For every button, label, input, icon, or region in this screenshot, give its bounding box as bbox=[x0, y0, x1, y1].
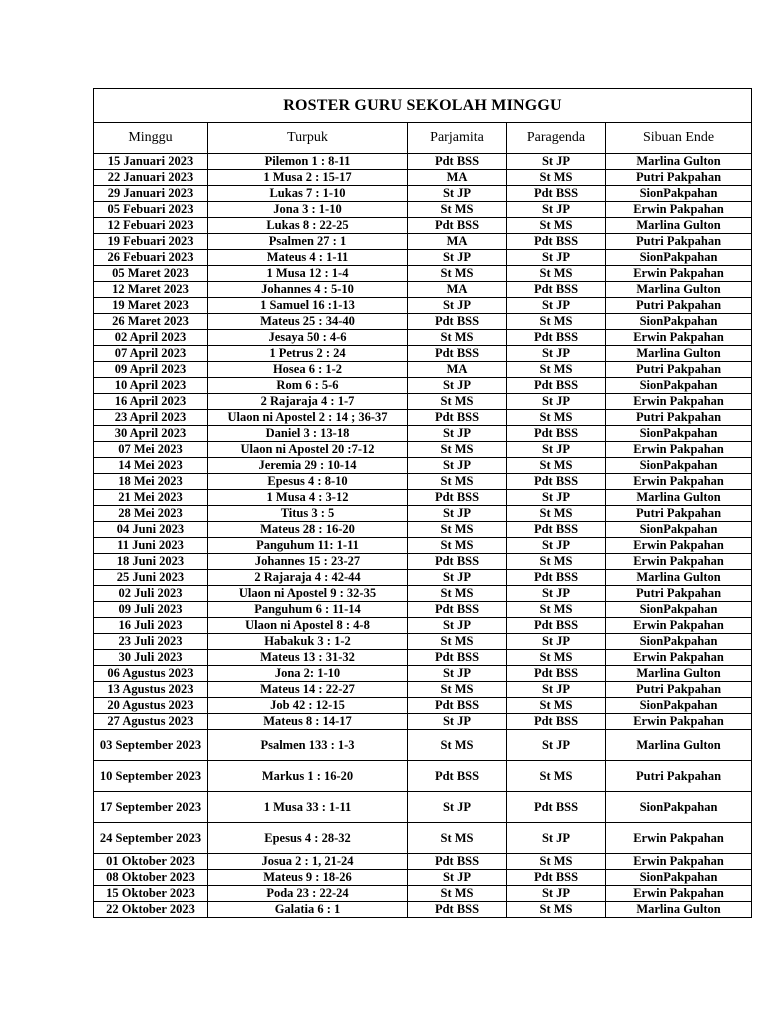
parjamita-cell: Pdt BSS bbox=[408, 314, 507, 330]
parjamita-cell: Pdt BSS bbox=[408, 490, 507, 506]
sibuan-ende-cell: SionPakpahan bbox=[606, 522, 752, 538]
date-cell: 06 Agustus 2023 bbox=[94, 666, 208, 682]
column-header-paragenda: Paragenda bbox=[507, 123, 606, 154]
paragenda-cell: St JP bbox=[507, 634, 606, 650]
date-cell: 10 April 2023 bbox=[94, 378, 208, 394]
parjamita-cell: St MS bbox=[408, 330, 507, 346]
date-cell: 07 Mei 2023 bbox=[94, 442, 208, 458]
sibuan-ende-cell: Erwin Pakpahan bbox=[606, 650, 752, 666]
sibuan-ende-cell: Putri Pakpahan bbox=[606, 362, 752, 378]
parjamita-cell: St MS bbox=[408, 442, 507, 458]
parjamita-cell: St MS bbox=[408, 823, 507, 854]
paragenda-cell: St MS bbox=[507, 554, 606, 570]
table-row bbox=[94, 650, 752, 666]
table-row bbox=[94, 586, 752, 602]
sibuan-ende-cell: Putri Pakpahan bbox=[606, 298, 752, 314]
sibuan-ende-cell: Putri Pakpahan bbox=[606, 170, 752, 186]
parjamita-cell: St JP bbox=[408, 792, 507, 823]
table-row bbox=[94, 823, 752, 854]
sibuan-ende-cell: Erwin Pakpahan bbox=[606, 618, 752, 634]
turpuk-cell: Panguhum 11: 1-11 bbox=[208, 538, 408, 554]
date-cell: 23 April 2023 bbox=[94, 410, 208, 426]
sibuan-ende-cell: Erwin Pakpahan bbox=[606, 266, 752, 282]
turpuk-cell: Ulaon ni Apostel 9 : 32-35 bbox=[208, 586, 408, 602]
paragenda-cell: Pdt BSS bbox=[507, 186, 606, 202]
table-row bbox=[94, 792, 752, 823]
date-cell: 22 Januari 2023 bbox=[94, 170, 208, 186]
turpuk-cell: Mateus 14 : 22-27 bbox=[208, 682, 408, 698]
parjamita-cell: St JP bbox=[408, 714, 507, 730]
parjamita-cell: Pdt BSS bbox=[408, 154, 507, 170]
sibuan-ende-cell: Putri Pakpahan bbox=[606, 234, 752, 250]
turpuk-cell: Habakuk 3 : 1-2 bbox=[208, 634, 408, 650]
table-row bbox=[94, 474, 752, 490]
table-row bbox=[94, 330, 752, 346]
date-cell: 29 Januari 2023 bbox=[94, 186, 208, 202]
turpuk-cell: Galatia 6 : 1 bbox=[208, 902, 408, 918]
table-row bbox=[94, 854, 752, 870]
parjamita-cell: St JP bbox=[408, 250, 507, 266]
parjamita-cell: St MS bbox=[408, 394, 507, 410]
turpuk-cell: Johannes 15 : 23-27 bbox=[208, 554, 408, 570]
table-row bbox=[94, 378, 752, 394]
date-cell: 05 Febuari 2023 bbox=[94, 202, 208, 218]
table-row bbox=[94, 538, 752, 554]
roster-sheet bbox=[93, 88, 751, 918]
table-row bbox=[94, 298, 752, 314]
sibuan-ende-cell: Marlina Gulton bbox=[606, 154, 752, 170]
sibuan-ende-cell: Marlina Gulton bbox=[606, 902, 752, 918]
date-cell: 24 September 2023 bbox=[94, 823, 208, 854]
date-cell: 26 Maret 2023 bbox=[94, 314, 208, 330]
paragenda-cell: Pdt BSS bbox=[507, 792, 606, 823]
turpuk-cell: Epesus 4 : 8-10 bbox=[208, 474, 408, 490]
date-cell: 04 Juni 2023 bbox=[94, 522, 208, 538]
parjamita-cell: St MS bbox=[408, 474, 507, 490]
paragenda-cell: Pdt BSS bbox=[507, 282, 606, 298]
table-row bbox=[94, 902, 752, 918]
paragenda-cell: St MS bbox=[507, 602, 606, 618]
sibuan-ende-cell: Erwin Pakpahan bbox=[606, 474, 752, 490]
turpuk-cell: Rom 6 : 5-6 bbox=[208, 378, 408, 394]
date-cell: 27 Agustus 2023 bbox=[94, 714, 208, 730]
date-cell: 25 Juni 2023 bbox=[94, 570, 208, 586]
date-cell: 09 Juli 2023 bbox=[94, 602, 208, 618]
paragenda-cell: St MS bbox=[507, 761, 606, 792]
paragenda-cell: St JP bbox=[507, 250, 606, 266]
table-row bbox=[94, 442, 752, 458]
sibuan-ende-cell: Marlina Gulton bbox=[606, 666, 752, 682]
paragenda-cell: St JP bbox=[507, 730, 606, 761]
date-cell: 19 Maret 2023 bbox=[94, 298, 208, 314]
column-header-sibuan-ende: Sibuan Ende bbox=[606, 123, 752, 154]
table-row bbox=[94, 410, 752, 426]
turpuk-cell: Jesaya 50 : 4-6 bbox=[208, 330, 408, 346]
parjamita-cell: St MS bbox=[408, 886, 507, 902]
paragenda-cell: Pdt BSS bbox=[507, 474, 606, 490]
paragenda-cell: St JP bbox=[507, 886, 606, 902]
date-cell: 15 Januari 2023 bbox=[94, 154, 208, 170]
paragenda-cell: St JP bbox=[507, 298, 606, 314]
parjamita-cell: St JP bbox=[408, 426, 507, 442]
parjamita-cell: St JP bbox=[408, 458, 507, 474]
date-cell: 15 Oktober 2023 bbox=[94, 886, 208, 902]
paragenda-cell: St MS bbox=[507, 170, 606, 186]
paragenda-cell: Pdt BSS bbox=[507, 234, 606, 250]
table-row bbox=[94, 234, 752, 250]
column-header-parjamita: Parjamita bbox=[408, 123, 507, 154]
turpuk-cell: 1 Musa 4 : 3-12 bbox=[208, 490, 408, 506]
sibuan-ende-cell: SionPakpahan bbox=[606, 186, 752, 202]
parjamita-cell: Pdt BSS bbox=[408, 602, 507, 618]
parjamita-cell: St MS bbox=[408, 538, 507, 554]
table-row bbox=[94, 282, 752, 298]
parjamita-cell: St JP bbox=[408, 506, 507, 522]
table-row bbox=[94, 314, 752, 330]
sibuan-ende-cell: Putri Pakpahan bbox=[606, 761, 752, 792]
date-cell: 16 April 2023 bbox=[94, 394, 208, 410]
parjamita-cell: St MS bbox=[408, 522, 507, 538]
parjamita-cell: Pdt BSS bbox=[408, 854, 507, 870]
paragenda-cell: St JP bbox=[507, 682, 606, 698]
table-row bbox=[94, 186, 752, 202]
turpuk-cell: Titus 3 : 5 bbox=[208, 506, 408, 522]
table-row bbox=[94, 202, 752, 218]
date-cell: 21 Mei 2023 bbox=[94, 490, 208, 506]
paragenda-cell: Pdt BSS bbox=[507, 522, 606, 538]
turpuk-cell: 1 Musa 2 : 15-17 bbox=[208, 170, 408, 186]
paragenda-cell: St JP bbox=[507, 586, 606, 602]
parjamita-cell: Pdt BSS bbox=[408, 698, 507, 714]
parjamita-cell: St JP bbox=[408, 186, 507, 202]
sibuan-ende-cell: SionPakpahan bbox=[606, 314, 752, 330]
date-cell: 30 April 2023 bbox=[94, 426, 208, 442]
date-cell: 12 Febuari 2023 bbox=[94, 218, 208, 234]
paragenda-cell: Pdt BSS bbox=[507, 330, 606, 346]
sibuan-ende-cell: Erwin Pakpahan bbox=[606, 854, 752, 870]
turpuk-cell: Epesus 4 : 28-32 bbox=[208, 823, 408, 854]
table-row bbox=[94, 522, 752, 538]
table-body bbox=[94, 154, 752, 918]
sibuan-ende-cell: Putri Pakpahan bbox=[606, 506, 752, 522]
parjamita-cell: St MS bbox=[408, 202, 507, 218]
table-row bbox=[94, 634, 752, 650]
header-row bbox=[94, 123, 752, 154]
turpuk-cell: 2 Rajaraja 4 : 1-7 bbox=[208, 394, 408, 410]
sibuan-ende-cell: Erwin Pakpahan bbox=[606, 202, 752, 218]
date-cell: 13 Agustus 2023 bbox=[94, 682, 208, 698]
date-cell: 23 Juli 2023 bbox=[94, 634, 208, 650]
table-row bbox=[94, 870, 752, 886]
table-row bbox=[94, 666, 752, 682]
sibuan-ende-cell: Marlina Gulton bbox=[606, 218, 752, 234]
table-row bbox=[94, 250, 752, 266]
date-cell: 03 September 2023 bbox=[94, 730, 208, 761]
paragenda-cell: Pdt BSS bbox=[507, 870, 606, 886]
turpuk-cell: Lukas 8 : 22-25 bbox=[208, 218, 408, 234]
turpuk-cell: 1 Samuel 16 :1-13 bbox=[208, 298, 408, 314]
turpuk-cell: Hosea 6 : 1-2 bbox=[208, 362, 408, 378]
date-cell: 14 Mei 2023 bbox=[94, 458, 208, 474]
turpuk-cell: Lukas 7 : 1-10 bbox=[208, 186, 408, 202]
table-row bbox=[94, 761, 752, 792]
turpuk-cell: Mateus 13 : 31-32 bbox=[208, 650, 408, 666]
date-cell: 11 Juni 2023 bbox=[94, 538, 208, 554]
turpuk-cell: Daniel 3 : 13-18 bbox=[208, 426, 408, 442]
date-cell: 02 April 2023 bbox=[94, 330, 208, 346]
paragenda-cell: St MS bbox=[507, 458, 606, 474]
date-cell: 12 Maret 2023 bbox=[94, 282, 208, 298]
turpuk-cell: Ulaon ni Apostel 20 :7-12 bbox=[208, 442, 408, 458]
sibuan-ende-cell: Erwin Pakpahan bbox=[606, 823, 752, 854]
date-cell: 09 April 2023 bbox=[94, 362, 208, 378]
turpuk-cell: Jeremia 29 : 10-14 bbox=[208, 458, 408, 474]
paragenda-cell: St MS bbox=[507, 650, 606, 666]
sibuan-ende-cell: Erwin Pakpahan bbox=[606, 330, 752, 346]
table-row bbox=[94, 714, 752, 730]
date-cell: 17 September 2023 bbox=[94, 792, 208, 823]
parjamita-cell: Pdt BSS bbox=[408, 650, 507, 666]
sibuan-ende-cell: SionPakpahan bbox=[606, 426, 752, 442]
parjamita-cell: St JP bbox=[408, 870, 507, 886]
turpuk-cell: Mateus 25 : 34-40 bbox=[208, 314, 408, 330]
paragenda-cell: Pdt BSS bbox=[507, 714, 606, 730]
turpuk-cell: Panguhum 6 : 11-14 bbox=[208, 602, 408, 618]
parjamita-cell: Pdt BSS bbox=[408, 218, 507, 234]
table-title: ROSTER GURU SEKOLAH MINGGU bbox=[94, 89, 752, 123]
date-cell: 07 April 2023 bbox=[94, 346, 208, 362]
turpuk-cell: Pilemon 1 : 8-11 bbox=[208, 154, 408, 170]
parjamita-cell: Pdt BSS bbox=[408, 410, 507, 426]
table-row bbox=[94, 218, 752, 234]
table-row bbox=[94, 426, 752, 442]
paragenda-cell: St JP bbox=[507, 202, 606, 218]
paragenda-cell: Pdt BSS bbox=[507, 378, 606, 394]
paragenda-cell: St MS bbox=[507, 506, 606, 522]
table-row bbox=[94, 266, 752, 282]
turpuk-cell: Josua 2 : 1, 21-24 bbox=[208, 854, 408, 870]
sibuan-ende-cell: Erwin Pakpahan bbox=[606, 394, 752, 410]
paragenda-cell: St MS bbox=[507, 902, 606, 918]
sibuan-ende-cell: Marlina Gulton bbox=[606, 282, 752, 298]
turpuk-cell: Mateus 28 : 16-20 bbox=[208, 522, 408, 538]
table-row bbox=[94, 554, 752, 570]
sibuan-ende-cell: SionPakpahan bbox=[606, 602, 752, 618]
sibuan-ende-cell: Erwin Pakpahan bbox=[606, 538, 752, 554]
sibuan-ende-cell: SionPakpahan bbox=[606, 250, 752, 266]
sibuan-ende-cell: Marlina Gulton bbox=[606, 490, 752, 506]
parjamita-cell: MA bbox=[408, 170, 507, 186]
sibuan-ende-cell: Putri Pakpahan bbox=[606, 586, 752, 602]
parjamita-cell: Pdt BSS bbox=[408, 902, 507, 918]
date-cell: 16 Juli 2023 bbox=[94, 618, 208, 634]
parjamita-cell: MA bbox=[408, 282, 507, 298]
date-cell: 01 Oktober 2023 bbox=[94, 854, 208, 870]
parjamita-cell: St JP bbox=[408, 618, 507, 634]
sibuan-ende-cell: Marlina Gulton bbox=[606, 730, 752, 761]
paragenda-cell: St JP bbox=[507, 154, 606, 170]
table-row bbox=[94, 490, 752, 506]
parjamita-cell: Pdt BSS bbox=[408, 761, 507, 792]
turpuk-cell: Jona 2: 1-10 bbox=[208, 666, 408, 682]
date-cell: 02 Juli 2023 bbox=[94, 586, 208, 602]
turpuk-cell: Poda 23 : 22-24 bbox=[208, 886, 408, 902]
paragenda-cell: St MS bbox=[507, 410, 606, 426]
parjamita-cell: Pdt BSS bbox=[408, 554, 507, 570]
turpuk-cell: Mateus 9 : 18-26 bbox=[208, 870, 408, 886]
date-cell: 28 Mei 2023 bbox=[94, 506, 208, 522]
turpuk-cell: Mateus 4 : 1-11 bbox=[208, 250, 408, 266]
parjamita-cell: MA bbox=[408, 362, 507, 378]
table-row bbox=[94, 570, 752, 586]
paragenda-cell: St MS bbox=[507, 314, 606, 330]
paragenda-cell: St JP bbox=[507, 442, 606, 458]
turpuk-cell: Mateus 8 : 14-17 bbox=[208, 714, 408, 730]
parjamita-cell: St MS bbox=[408, 682, 507, 698]
turpuk-cell: 1 Musa 33 : 1-11 bbox=[208, 792, 408, 823]
paragenda-cell: Pdt BSS bbox=[507, 426, 606, 442]
paragenda-cell: St JP bbox=[507, 490, 606, 506]
turpuk-cell: Ulaon ni Apostel 2 : 14 ; 36-37 bbox=[208, 410, 408, 426]
date-cell: 20 Agustus 2023 bbox=[94, 698, 208, 714]
sibuan-ende-cell: SionPakpahan bbox=[606, 378, 752, 394]
sibuan-ende-cell: SionPakpahan bbox=[606, 792, 752, 823]
table-row bbox=[94, 602, 752, 618]
date-cell: 18 Juni 2023 bbox=[94, 554, 208, 570]
roster-table bbox=[93, 88, 752, 918]
paragenda-cell: St MS bbox=[507, 266, 606, 282]
table-row bbox=[94, 458, 752, 474]
turpuk-cell: 1 Musa 12 : 1-4 bbox=[208, 266, 408, 282]
paragenda-cell: St JP bbox=[507, 346, 606, 362]
date-cell: 05 Maret 2023 bbox=[94, 266, 208, 282]
turpuk-cell: Markus 1 : 16-20 bbox=[208, 761, 408, 792]
parjamita-cell: St JP bbox=[408, 298, 507, 314]
parjamita-cell: St MS bbox=[408, 266, 507, 282]
sibuan-ende-cell: Marlina Gulton bbox=[606, 346, 752, 362]
date-cell: 08 Oktober 2023 bbox=[94, 870, 208, 886]
parjamita-cell: Pdt BSS bbox=[408, 346, 507, 362]
date-cell: 18 Mei 2023 bbox=[94, 474, 208, 490]
sibuan-ende-cell: SionPakpahan bbox=[606, 458, 752, 474]
paragenda-cell: St JP bbox=[507, 823, 606, 854]
sibuan-ende-cell: SionPakpahan bbox=[606, 698, 752, 714]
turpuk-cell: Johannes 4 : 5-10 bbox=[208, 282, 408, 298]
parjamita-cell: St MS bbox=[408, 586, 507, 602]
turpuk-cell: Psalmen 27 : 1 bbox=[208, 234, 408, 250]
table-row bbox=[94, 394, 752, 410]
parjamita-cell: MA bbox=[408, 234, 507, 250]
date-cell: 30 Juli 2023 bbox=[94, 650, 208, 666]
table-row bbox=[94, 682, 752, 698]
table-row bbox=[94, 730, 752, 761]
turpuk-cell: Job 42 : 12-15 bbox=[208, 698, 408, 714]
paragenda-cell: Pdt BSS bbox=[507, 666, 606, 682]
date-cell: 26 Febuari 2023 bbox=[94, 250, 208, 266]
table-row bbox=[94, 698, 752, 714]
paragenda-cell: St JP bbox=[507, 394, 606, 410]
paragenda-cell: St MS bbox=[507, 698, 606, 714]
sibuan-ende-cell: Putri Pakpahan bbox=[606, 682, 752, 698]
turpuk-cell: Psalmen 133 : 1-3 bbox=[208, 730, 408, 761]
table-row bbox=[94, 618, 752, 634]
table-row bbox=[94, 170, 752, 186]
parjamita-cell: St MS bbox=[408, 634, 507, 650]
column-header-turpuk: Turpuk bbox=[208, 123, 408, 154]
turpuk-cell: Jona 3 : 1-10 bbox=[208, 202, 408, 218]
sibuan-ende-cell: SionPakpahan bbox=[606, 634, 752, 650]
paragenda-cell: Pdt BSS bbox=[507, 570, 606, 586]
turpuk-cell: 2 Rajaraja 4 : 42-44 bbox=[208, 570, 408, 586]
date-cell: 19 Febuari 2023 bbox=[94, 234, 208, 250]
date-cell: 22 Oktober 2023 bbox=[94, 902, 208, 918]
table-row bbox=[94, 362, 752, 378]
sibuan-ende-cell: Erwin Pakpahan bbox=[606, 886, 752, 902]
sibuan-ende-cell: Putri Pakpahan bbox=[606, 410, 752, 426]
table-row bbox=[94, 506, 752, 522]
turpuk-cell: 1 Petrus 2 : 24 bbox=[208, 346, 408, 362]
column-header-minggu: Minggu bbox=[94, 123, 208, 154]
table-row bbox=[94, 886, 752, 902]
sibuan-ende-cell: Erwin Pakpahan bbox=[606, 554, 752, 570]
paragenda-cell: Pdt BSS bbox=[507, 618, 606, 634]
parjamita-cell: St JP bbox=[408, 570, 507, 586]
table-row bbox=[94, 154, 752, 170]
paragenda-cell: St MS bbox=[507, 362, 606, 378]
turpuk-cell: Ulaon ni Apostel 8 : 4-8 bbox=[208, 618, 408, 634]
sibuan-ende-cell: Erwin Pakpahan bbox=[606, 714, 752, 730]
paragenda-cell: St MS bbox=[507, 854, 606, 870]
table-row bbox=[94, 346, 752, 362]
paragenda-cell: St JP bbox=[507, 538, 606, 554]
sibuan-ende-cell: Marlina Gulton bbox=[606, 570, 752, 586]
sibuan-ende-cell: Erwin Pakpahan bbox=[606, 442, 752, 458]
parjamita-cell: St JP bbox=[408, 378, 507, 394]
parjamita-cell: St MS bbox=[408, 730, 507, 761]
sibuan-ende-cell: SionPakpahan bbox=[606, 870, 752, 886]
paragenda-cell: St MS bbox=[507, 218, 606, 234]
parjamita-cell: St JP bbox=[408, 666, 507, 682]
date-cell: 10 September 2023 bbox=[94, 761, 208, 792]
